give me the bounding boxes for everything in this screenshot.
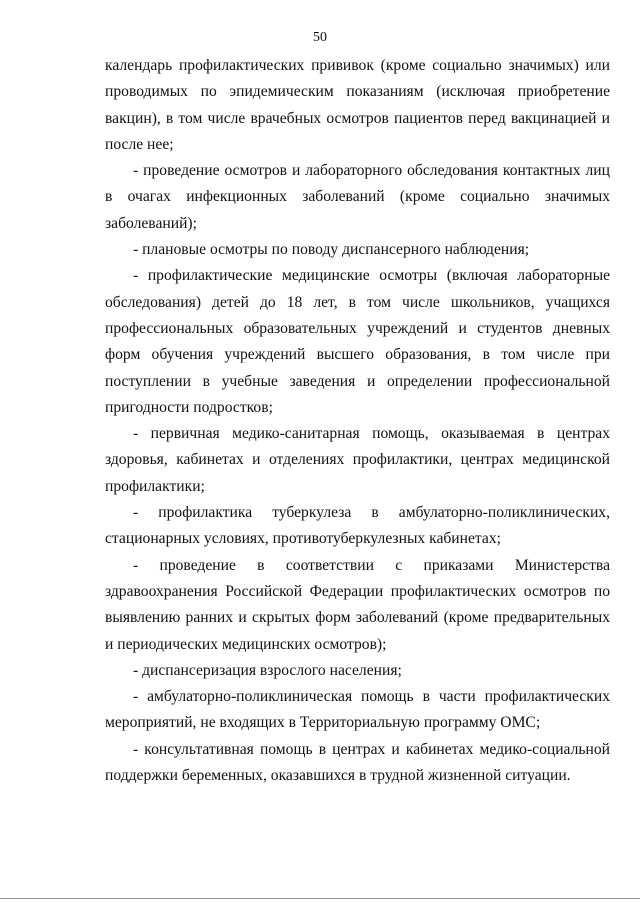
paragraph: - профилактика туберкулеза в амбулаторно-поликлинических, стационарных условиях, противотуберкулезных кабинетах; xyxy=(105,504,610,548)
paragraph: - консультативная помощь в центрах и кабинетах медико-социальной поддержки беременных, оказавшихся в трудной жизненной ситуации. xyxy=(105,740,610,785)
paragraph: - профилактические медицинские осмотры (включая лабораторные обследования) детей до 18 лет, в том числе школьников, учащихся профессиональных образовательных учреждений и студентов дневных форм обучения учреждений высшего образования, в том числе при поступлении в учебные заведения и определении профессиональной пригодности подростков; xyxy=(105,267,610,416)
document-body xyxy=(105,53,610,789)
paragraph: - диспансеризация взрослого населения; xyxy=(133,661,402,679)
page-number: 50 xyxy=(313,30,327,45)
page-bottom-edge xyxy=(0,898,640,899)
paragraph: календарь профилактических прививок (кроме социально значимых) или проводимых по эпидемическим показаниям (исключая приобретение вакцин), в том числе врачебных осмотров пациентов перед вакцинацией и после нее; xyxy=(105,57,610,153)
paragraph: - плановые осмотры по поводу диспансерного наблюдения; xyxy=(133,241,530,259)
paragraph: - амбулаторно-поликлиническая помощь в части профилактических мероприятий, не входящих в Территориальную программу ОМС; xyxy=(105,688,610,732)
paragraph: - проведение осмотров и лабораторного обследования контактных лиц в очагах инфекционных заболеваний (кроме социально значимых заболеваний); xyxy=(105,162,610,232)
paragraph: - проведение в соответствии с приказами Министерства здравоохранения Российской Федерации профилактических осмотров по выявлению ранних и скрытых форм заболеваний (кроме предварительных и периодических медицинских осмотров); xyxy=(105,556,610,653)
paragraph: - первичная медико-санитарная помощь, оказываемая в центрах здоровья, кабинетах и отделениях профилактики, центрах медицинской профилактики; xyxy=(105,425,610,495)
